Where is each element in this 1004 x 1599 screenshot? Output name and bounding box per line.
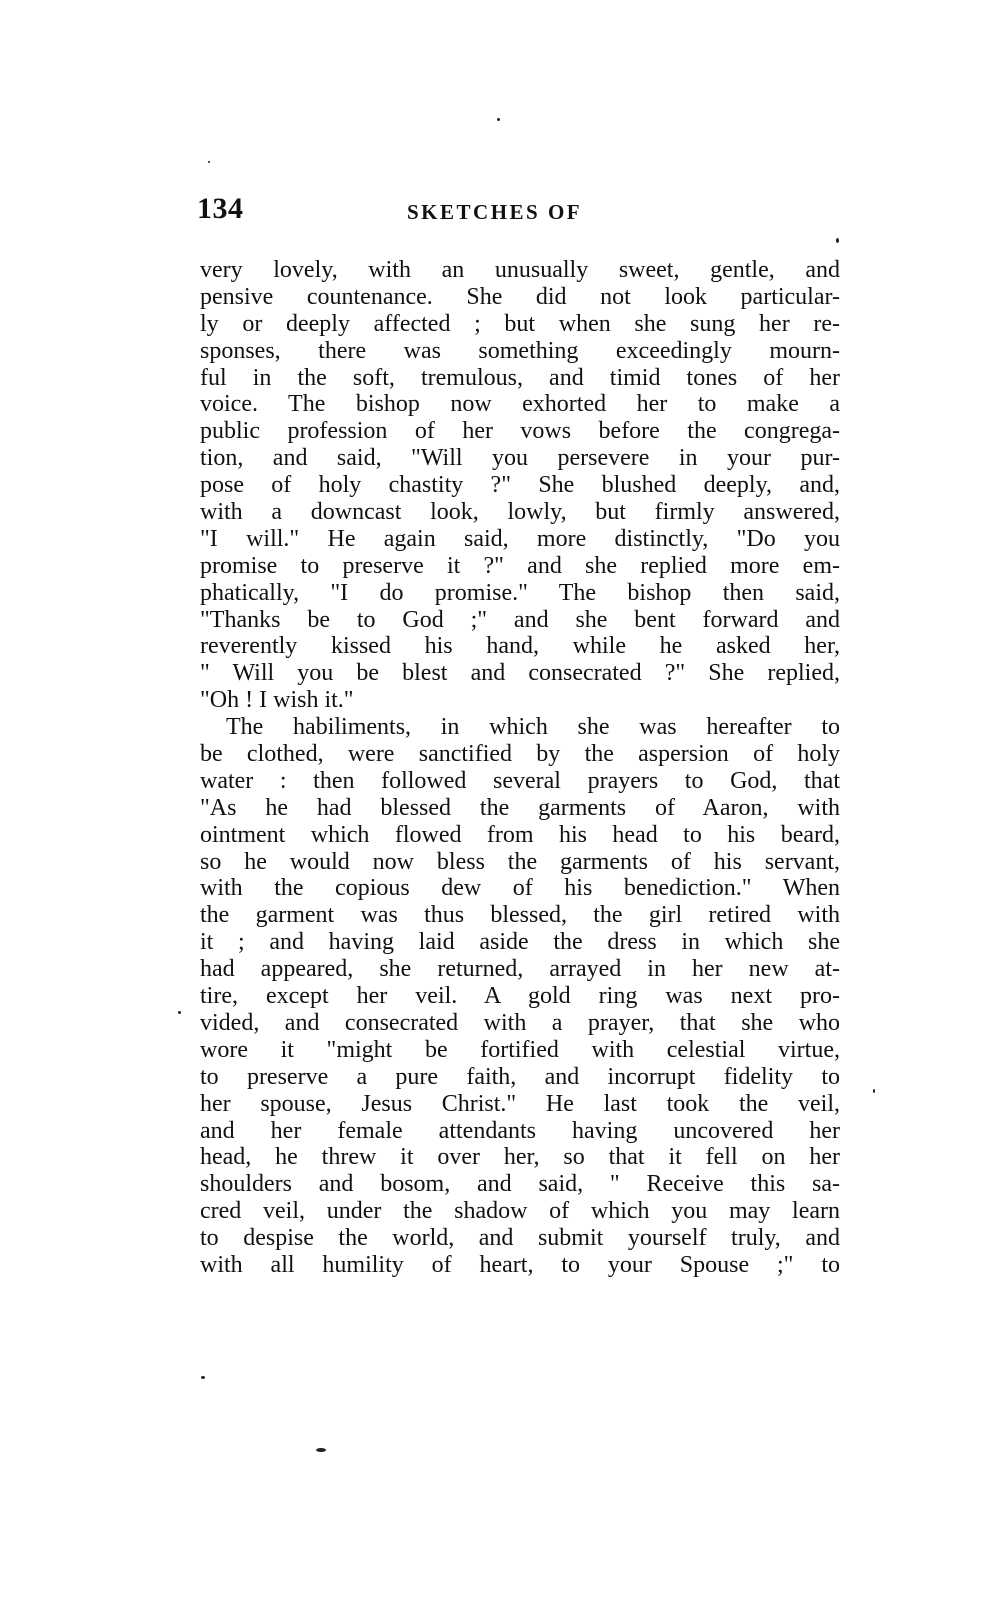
text-line: with all humility of heart, to your Spouse ;" to (200, 1251, 840, 1278)
text-line: tion, and said, "Will you persevere in your pur- (200, 445, 840, 472)
text-line: to despise the world, and submit yourself truly, and (200, 1225, 840, 1252)
text-line: her spouse, Jesus Christ." He last took the veil, (200, 1090, 840, 1117)
print-speck (316, 1448, 326, 1452)
text-line: ly or deeply affected ; but when she sung her re- (200, 310, 840, 337)
text-line: vided, and consecrated with a prayer, that she who (200, 1009, 840, 1036)
text-line: shoulders and bosom, and said, " Receive this sa- (200, 1171, 840, 1198)
text-line: so he would now bless the garments of his servant, (200, 848, 840, 875)
text-line: public profession of her vows before the congrega- (200, 418, 840, 445)
text-line: water : then followed several prayers to God, that (200, 767, 840, 794)
text-line: "Oh ! I wish it." (200, 687, 354, 714)
text-line: ful in the soft, tremulous, and timid tones of her (200, 364, 840, 391)
page-number: 134 (197, 192, 244, 225)
text-line: " Will you be blest and consecrated ?" She replied, (200, 660, 840, 687)
text-line: "I will." He again said, more distinctly, "Do you (200, 525, 840, 552)
print-speck (178, 1011, 181, 1014)
text-line: with a downcast look, lowly, but firmly answered, (200, 499, 840, 526)
text-line: wore it "might be fortified with celestial virtue, (200, 1036, 840, 1063)
text-line: with the copious dew of his benediction." When (200, 875, 840, 902)
text-line: and her female attendants having uncovered her (200, 1117, 840, 1144)
text-line: pensive countenance. She did not look particular- (200, 283, 840, 310)
paragraph-2 (200, 714, 840, 1279)
text-line: the garment was thus blessed, the girl retired with (200, 902, 840, 929)
text-line: be clothed, were sanctified by the aspersion of holy (200, 741, 840, 768)
text-line: cred veil, under the shadow of which you may learn (200, 1198, 840, 1225)
print-speck (497, 118, 500, 121)
text-line: very lovely, with an unusually sweet, gentle, and (200, 257, 840, 283)
text-line: pose of holy chastity ?" She blushed deeply, and, (200, 472, 840, 499)
text-line: sponses, there was something exceedingly mourn- (200, 337, 840, 364)
body-text (200, 257, 840, 1279)
text-line: "As he had blessed the garments of Aaron, with (200, 794, 840, 821)
text-line: had appeared, she returned, arrayed in her new at- (200, 956, 840, 983)
text-line: reverently kissed his hand, while he asked her, (200, 633, 840, 660)
text-line: ointment which flowed from his head to his beard, (200, 821, 840, 848)
text-line: it ; and having laid aside the dress in which she (200, 929, 840, 956)
print-speck (873, 1089, 875, 1093)
print-speck (208, 161, 210, 163)
print-speck (836, 238, 839, 243)
text-line: phatically, "I do promise." The bishop then said, (200, 579, 840, 606)
text-line: tire, except her veil. A gold ring was next pro- (200, 983, 840, 1010)
text-line: The habiliments, in which she was hereafter to (226, 714, 840, 741)
text-line: promise to preserve it ?" and she replied more em- (200, 552, 840, 579)
text-line: voice. The bishop now exhorted her to make a (200, 391, 840, 418)
running-head: SKETCHES OF (407, 200, 583, 224)
page-header (197, 192, 837, 232)
paragraph-1 (200, 257, 840, 714)
text-line: "Thanks be to God ;" and she bent forward and (200, 606, 840, 633)
text-line: to preserve a pure faith, and incorrupt fidelity to (200, 1063, 840, 1090)
text-line: head, he threw it over her, so that it fell on her (200, 1144, 840, 1171)
print-speck (201, 1376, 205, 1379)
